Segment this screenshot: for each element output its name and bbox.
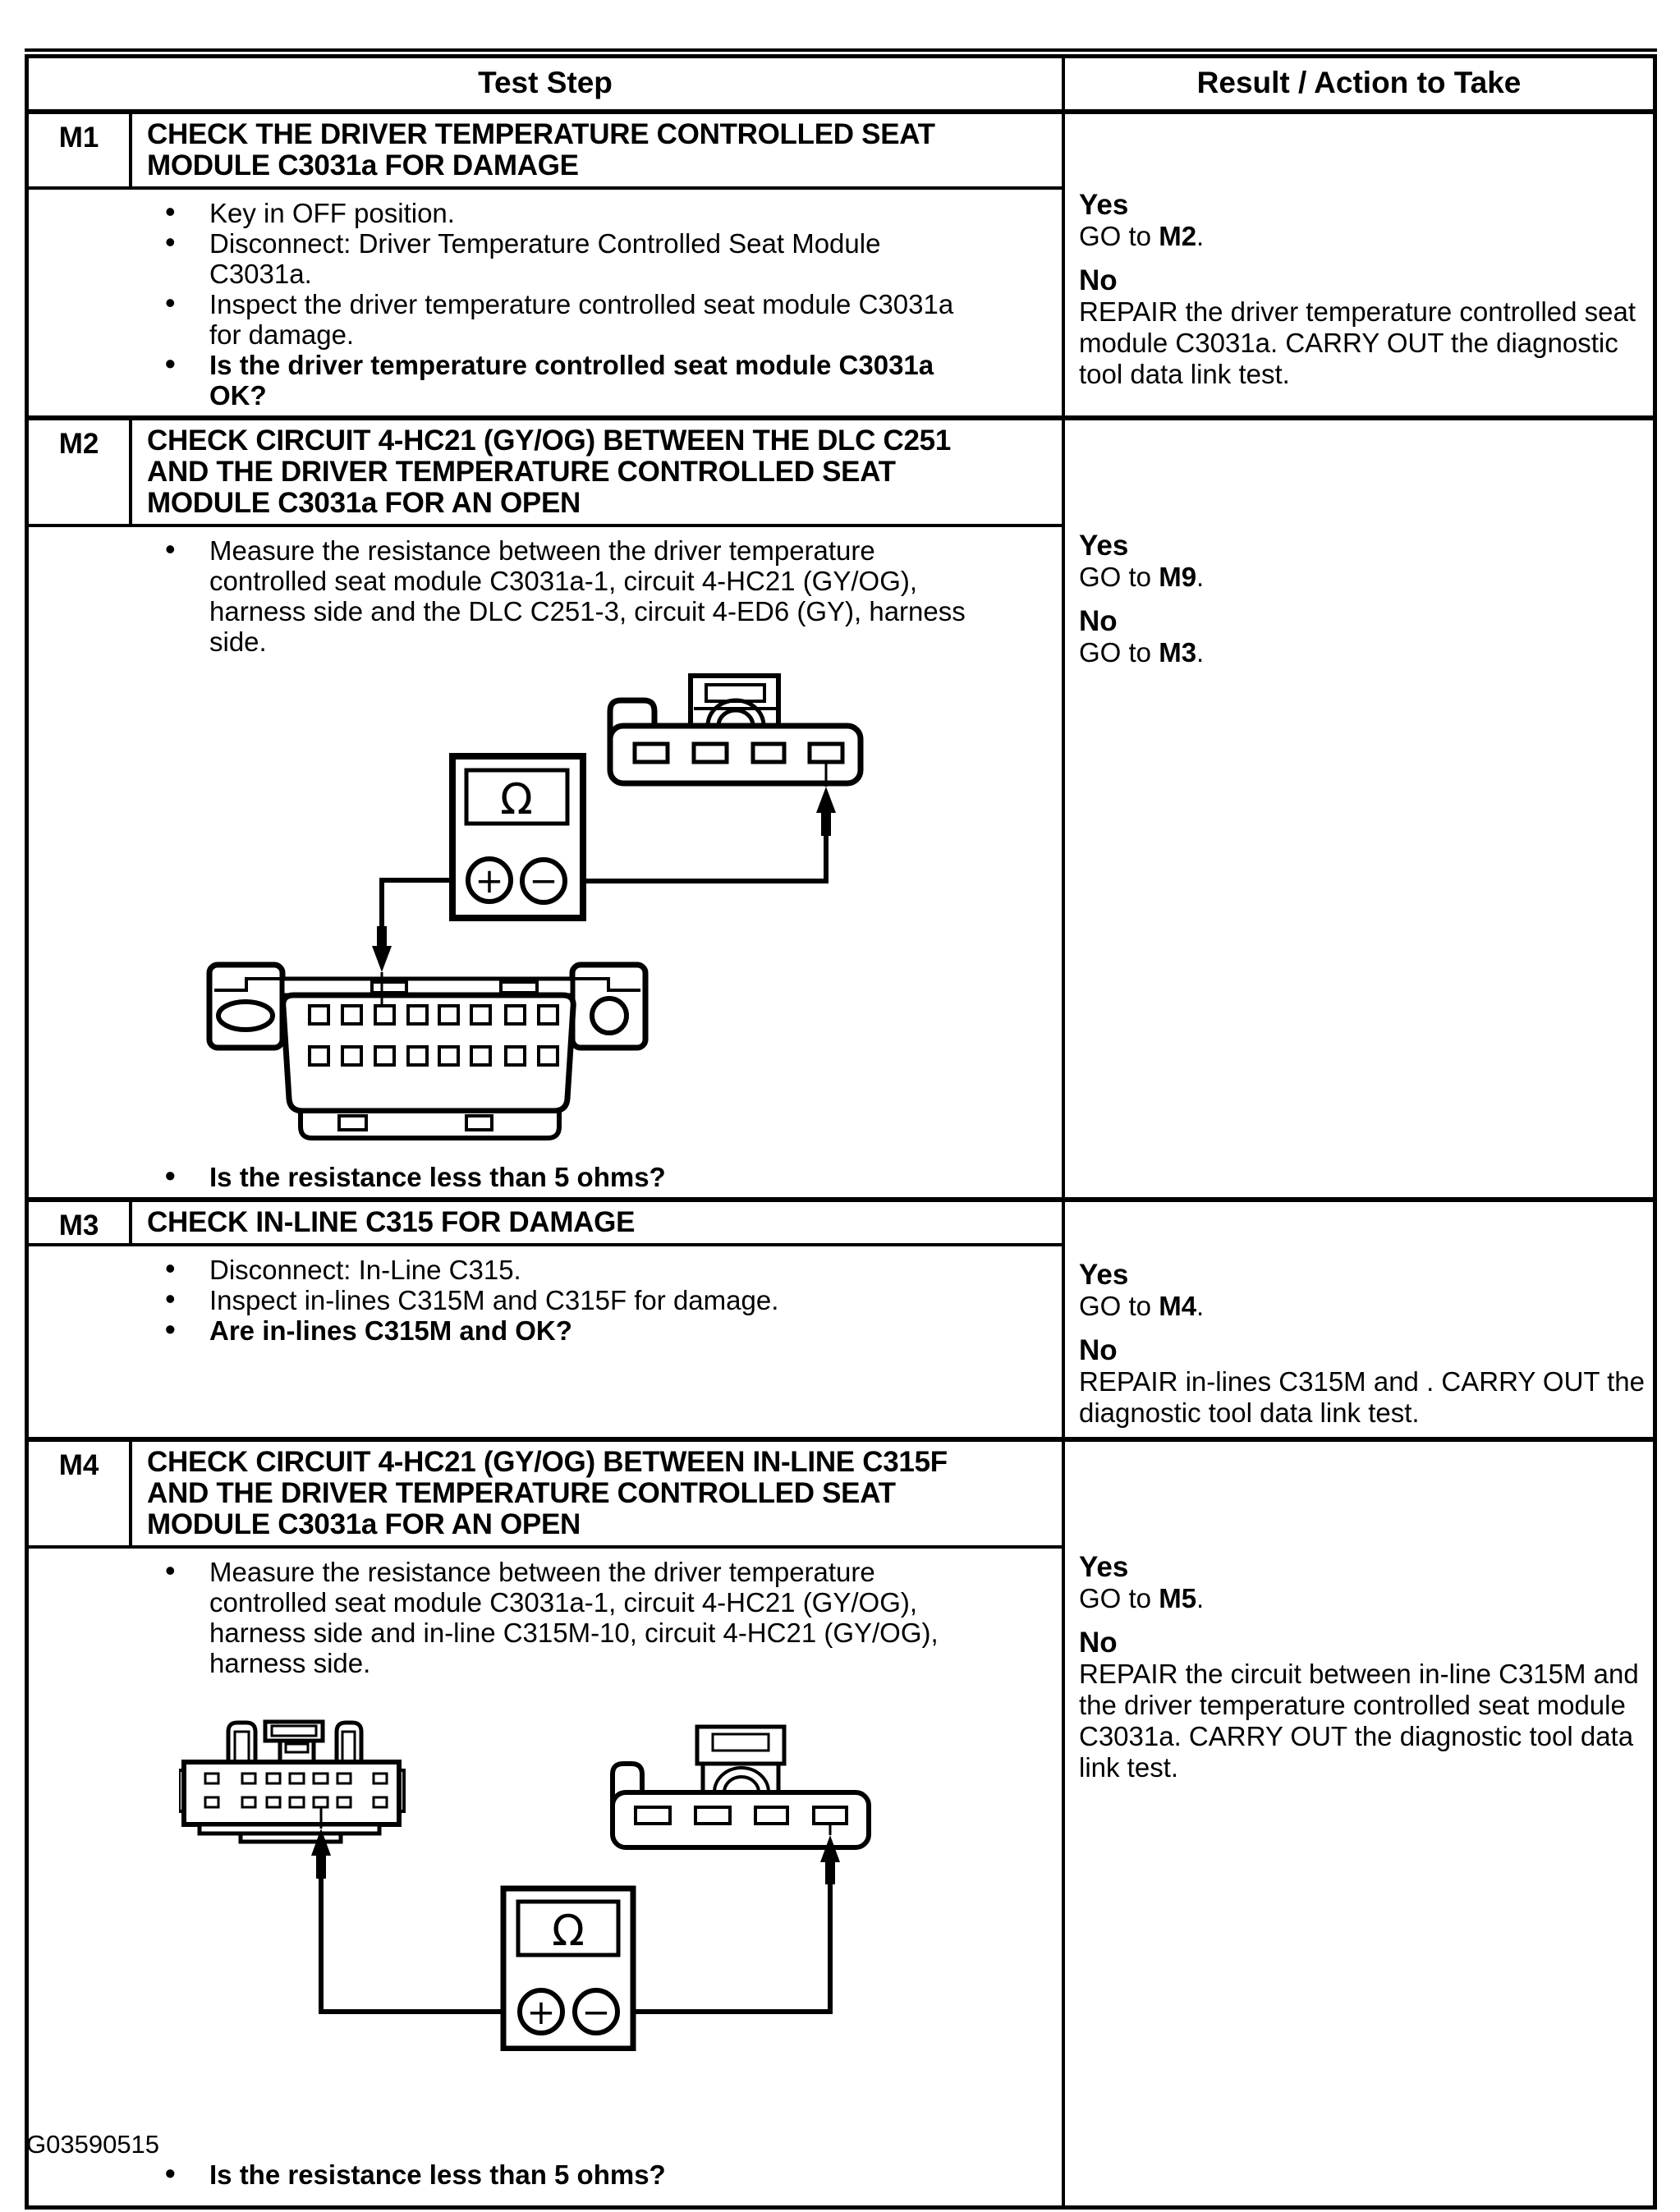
plus-symbol: + (526, 1992, 556, 2032)
action-cell-m4 (1062, 1442, 1653, 2205)
bullet-item: • Disconnect: In-Line C315. (163, 1255, 982, 1285)
bullet-list (29, 527, 1062, 657)
probe-icon (816, 787, 836, 836)
no-action-text: REPAIR the circuit between in-line C315M and the driver temperature controlled seat module C3031a. CARRY OUT the diagnostic tool data link test. (1079, 1659, 1639, 1783)
question-list (29, 1154, 1062, 1192)
table-header-row (29, 58, 1653, 109)
action-cell-m1 (1062, 114, 1653, 415)
action-cell-m2 (1062, 420, 1653, 1197)
bullet-list (29, 1549, 1062, 1678)
yes-label: Yes (1079, 1551, 1129, 1583)
inline-connector-icon (179, 1722, 404, 1842)
ohmmeter-icon (503, 1888, 633, 2049)
no-action-text: REPAIR the driver temperature controlled seat module C3031a. CARRY OUT the diagnostic tool data link test. (1079, 296, 1636, 389)
dlc-connector-icon (209, 965, 645, 1138)
bullet-item-question: • Is the driver temperature controlled seat module C3031a OK? (163, 350, 982, 411)
bullet-item: • Inspect the driver temperature controlled seat module C3031a for damage. (163, 289, 982, 350)
yes-label: Yes (1079, 1259, 1129, 1291)
probe-icon (372, 926, 392, 972)
bullet-item: • Measure the resistance between the driver temperature controlled seat module C3031a-1, circuit 4-HC21 (GY/OG), harness side and in-line C315M-10, circuit 4-HC21 (GY/OG), harness side. (163, 1557, 982, 1678)
module-connector-icon (610, 676, 861, 783)
col-header-result-action: Result / Action to Take (1062, 58, 1653, 109)
m4-wiring-diagram (179, 1714, 873, 2051)
step-id-m4: M4 (29, 1442, 132, 1549)
ohm-symbol: Ω (500, 775, 533, 824)
bullet-item: • Inspect in-lines C315M and C315F for damage. (163, 1285, 982, 1315)
ohmmeter-icon (452, 756, 583, 918)
no-label: No (1079, 1627, 1118, 1659)
figure-id: G03590515 (26, 2130, 160, 2159)
no-label: No (1079, 264, 1118, 296)
no-action-text: REPAIR in-lines C315M and . CARRY OUT the diagnostic tool data link test. (1079, 1366, 1646, 1428)
no-label: No (1079, 1334, 1118, 1366)
section-m4 (29, 1437, 1653, 2205)
pinpoint-test-table (25, 54, 1657, 2210)
minus-symbol: − (581, 1992, 611, 2032)
step-title-m4: CHECK CIRCUIT 4-HC21 (GY/OG) BETWEEN IN-LINE C315F AND THE DRIVER TEMPERATURE CONTROLLED SEAT MODULE C3031a FOR AN OPEN (132, 1442, 1062, 1549)
step-title-m1: CHECK THE DRIVER TEMPERATURE CONTROLLED SEAT MODULE C3031a FOR DAMAGE (132, 114, 1062, 190)
step-id-m2: M2 (29, 420, 132, 527)
yes-action-text: GO to M4. (1079, 1291, 1205, 1321)
step-title-m3: CHECK IN-LINE C315 FOR DAMAGE (132, 1202, 1062, 1246)
bullet-list (29, 190, 1062, 411)
step-body-m2 (29, 527, 1062, 1197)
section-m2 (29, 415, 1653, 1197)
section-m3 (29, 1197, 1653, 1437)
step-id-m1: M1 (29, 114, 132, 190)
bullet-list (29, 1246, 1062, 1346)
col-header-test-step: Test Step (478, 66, 613, 99)
step-title-m2: CHECK CIRCUIT 4-HC21 (GY/OG) BETWEEN THE DLC C251 AND THE DRIVER TEMPERATURE CONTROLLED SEAT MODULE C3031a FOR AN OPEN (132, 420, 1062, 527)
no-label: No (1079, 605, 1118, 637)
yes-action-text: GO to M2. (1079, 221, 1205, 251)
step-body-m4 (29, 1549, 1062, 2205)
step-body-m3 (29, 1246, 1062, 1437)
question-list (29, 2151, 1062, 2190)
yes-label: Yes (1079, 530, 1129, 562)
yes-action-text: GO to M9. (1079, 562, 1205, 592)
bullet-item: • Measure the resistance between the driver temperature controlled seat module C3031a-1, circuit 4-HC21 (GY/OG), harness side and the DLC C251-3, circuit 4-ED6 (GY), harness side. (163, 535, 982, 657)
ohm-symbol: Ω (552, 1907, 585, 1956)
step-body-m1 (29, 190, 1062, 415)
bullet-item: • Disconnect: Driver Temperature Controlled Seat Module C3031a. (163, 228, 982, 289)
plus-symbol: + (475, 860, 504, 901)
bullet-item-question: • Is the resistance less than 5 ohms? (163, 1162, 982, 1192)
yes-action-text: GO to M5. (1079, 1583, 1205, 1613)
action-cell-m3 (1062, 1202, 1653, 1437)
bullet-item-question: • Are in-lines C315M and OK? (163, 1315, 982, 1346)
bullet-item-question: • Is the resistance less than 5 ohms? (163, 2159, 982, 2190)
section-m1 (29, 109, 1653, 415)
m2-wiring-diagram (204, 662, 870, 1142)
yes-label: Yes (1079, 189, 1129, 221)
step-id-m3: M3 (29, 1202, 132, 1246)
bullet-item: • Key in OFF position. (163, 198, 982, 228)
no-action-text: GO to M3. (1079, 637, 1205, 668)
minus-symbol: − (529, 860, 558, 901)
